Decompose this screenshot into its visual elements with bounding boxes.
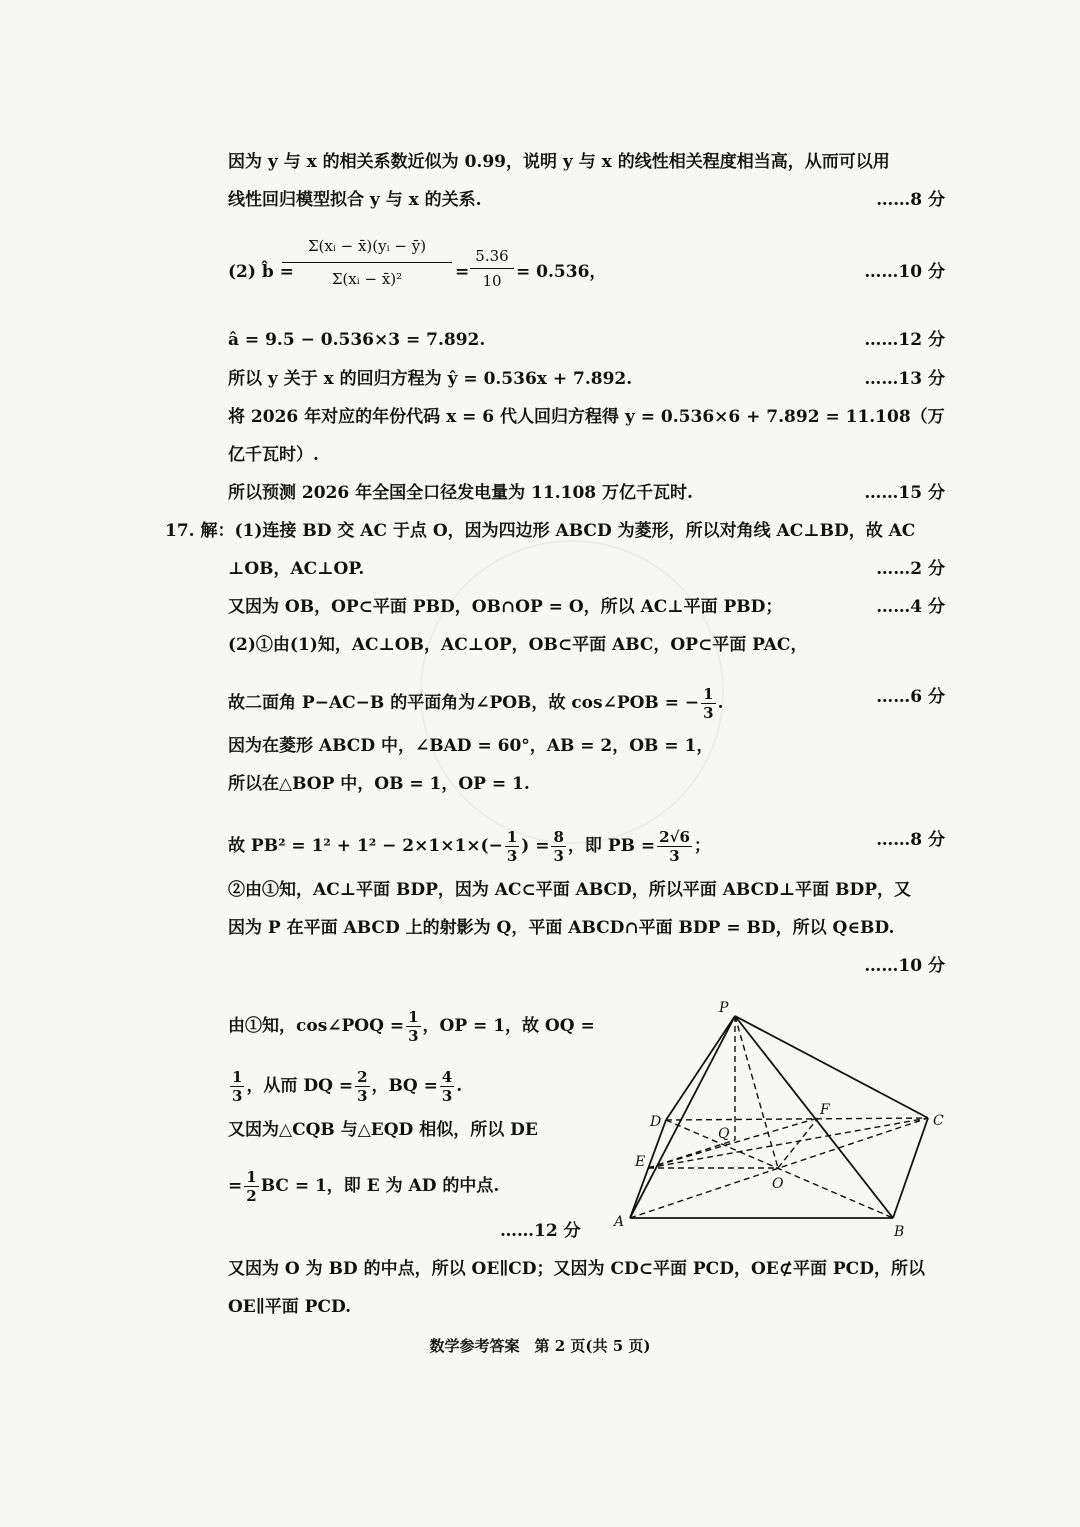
label-p: P	[719, 1000, 729, 1016]
fraction-denominator: 3	[232, 1087, 243, 1105]
text-line-ahat: â = 9.5 − 0.536×3 = 7.892.	[228, 330, 486, 350]
de-equals: =	[228, 1176, 243, 1196]
bq-label: ，BQ =	[371, 1076, 438, 1096]
text-line-final: OE∥平面 PCD.	[228, 1297, 352, 1317]
bhat-result: = 0.536，	[516, 262, 607, 282]
text-line-2: 线性回归模型拟合 y 与 x 的关系.	[228, 190, 482, 210]
pb-fraction-1	[505, 828, 519, 865]
pb-suffix: ；	[693, 836, 711, 856]
fraction-numerator: 1	[506, 828, 518, 846]
score-10-a: ……10 分	[864, 262, 945, 282]
text-line-regression: 所以 y 关于 x 的回归方程为 ŷ = 0.536x + 7.892.	[228, 369, 633, 389]
label-q: Q	[718, 1126, 730, 1142]
label-b: B	[894, 1224, 905, 1240]
dq-fraction	[355, 1068, 369, 1105]
text-line-triangle-bop: 所以在△BOP 中，OB = 1，OP = 1.	[228, 774, 530, 794]
cos-pob-fraction	[701, 685, 715, 722]
label-f: F	[820, 1102, 830, 1118]
text-line-oe-parallel: 又因为 O 为 BD 的中点，所以 OE∥CD；又因为 CD⊂平面 PCD，OE⊄平面 PCD，所以	[228, 1259, 925, 1279]
bhat-main-fraction	[282, 236, 452, 289]
de-fraction	[244, 1168, 258, 1205]
bhat-numerator: Σ(xᵢ − x̄)(yᵢ − ȳ)	[282, 236, 452, 263]
score-10-b: ……10 分	[864, 956, 945, 976]
text-line-plane-perp: ②由①知，AC⊥平面 BDP，因为 AC⊂平面 ABCD，所以平面 ABCD⊥平面 BDP，又	[228, 880, 911, 900]
text-line-part2: (2)①由(1)知，AC⊥OB，AC⊥OP，OB⊂平面 ABC，OP⊂平面 PAC，	[228, 635, 808, 655]
text-line-plane-pbd: 又因为 OB，OP⊂平面 PBD，OB∩OP = O，所以 AC⊥平面 PBD；	[228, 597, 783, 617]
bhat-equals: =	[455, 262, 470, 282]
score-12-b: ……12 分	[500, 1221, 581, 1241]
score-8: ……8 分	[876, 190, 945, 210]
pyramid-figure	[600, 990, 960, 1250]
fraction-numerator: 1	[232, 1068, 243, 1086]
score-15: ……15 分	[864, 483, 945, 503]
text-line-pb	[228, 828, 711, 865]
cos-poq-prefix: 由①知，cos∠POQ =	[228, 1016, 405, 1036]
problem-17-start: 17. 解：(1)连接 BD 交 AC 于点 O，因为四边形 ABCD 为菱形，所以对角线 AC⊥BD，故 AC	[165, 521, 916, 541]
dq-label: ，从而 DQ =	[246, 1076, 354, 1096]
text-line-rhombus: 因为在菱形 ABCD 中，∠BAD = 60°，AB = 2，OB = 1，	[228, 736, 714, 756]
fraction-numerator: 2√6	[659, 828, 690, 846]
cos-poq-suffix: ，OP = 1，故 OQ =	[422, 1016, 595, 1036]
pb-prefix: 故 PB² = 1² + 1² − 2×1×1×(−	[228, 836, 503, 856]
page-footer: 数学参考答案 第 2 页(共 5 页)	[429, 1337, 651, 1355]
bq-fraction	[440, 1068, 454, 1105]
fraction-numerator: 2	[357, 1068, 368, 1086]
pb-mid-2: ，即 PB =	[567, 836, 656, 856]
fraction-numerator: 1	[703, 685, 714, 703]
score-4: ……4 分	[876, 597, 945, 617]
score-2: ……2 分	[876, 559, 945, 579]
bhat-value-fraction	[470, 246, 514, 291]
fraction-denominator: 3	[669, 847, 680, 865]
text-line-1: 因为 y 与 x 的相关系数近似为 0.99，说明 y 与 x 的线性相关程度相当高，从而可以用	[228, 152, 890, 172]
text-line-similar: 又因为△CQB 与△EQD 相似，所以 DE	[228, 1120, 538, 1140]
label-e: E	[635, 1154, 646, 1170]
pb-mid: ) =	[521, 836, 550, 856]
label-d: D	[650, 1114, 662, 1130]
oq-fraction	[230, 1068, 244, 1105]
label-a: A	[614, 1214, 625, 1230]
pb-fraction-3	[657, 828, 692, 865]
fraction-denominator: 3	[703, 704, 714, 722]
label-c: C	[933, 1113, 944, 1129]
fraction-numerator: 1	[408, 1008, 419, 1026]
fraction-denominator: 3	[408, 1027, 419, 1045]
text-line-prediction-cont: 亿千瓦时）.	[228, 445, 319, 465]
fraction-denominator: 3	[441, 1087, 453, 1105]
fraction-denominator: 3	[506, 847, 518, 865]
score-13: ……13 分	[864, 369, 945, 389]
de-suffix: BC = 1，即 E 为 AD 的中点.	[260, 1176, 500, 1196]
bhat-value-denominator: 10	[482, 272, 502, 290]
fraction-denominator: 2	[246, 1187, 257, 1205]
bhat-value-numerator: 5.36	[470, 246, 514, 269]
cos-poq-fraction	[406, 1008, 420, 1045]
dq-bq-suffix: .	[456, 1076, 463, 1096]
fraction-numerator: 4	[441, 1068, 453, 1086]
text-line-projection: 因为 P 在平面 ABCD 上的射影为 Q，平面 ABCD∩平面 BDP = BD，所以 Q∈BD.	[228, 918, 895, 938]
text-line-dq-bq	[228, 1068, 462, 1105]
cos-pob-prefix: 故二面角 P−AC−B 的平面角为∠POB，故 cos∠POB = −	[228, 693, 700, 713]
fraction-numerator: 8	[553, 828, 564, 846]
fraction-denominator: 3	[553, 847, 564, 865]
score-6: ……6 分	[876, 687, 945, 707]
text-line-conclusion: 所以预测 2026 年全国全口径发电量为 11.108 万亿千瓦时.	[228, 483, 693, 503]
score-12-a: ……12 分	[864, 330, 945, 350]
pb-fraction-2	[551, 828, 565, 865]
bhat-prefix: (2) b̂ =	[228, 262, 294, 282]
text-line-perp: ⊥OB，AC⊥OP.	[228, 559, 365, 579]
score-8-b: ……8 分	[876, 830, 945, 850]
text-line-cos-poq	[228, 1008, 595, 1045]
text-line-prediction: 将 2026 年对应的年份代码 x = 6 代人回归方程得 y = 0.536×6 + 7.892 = 11.108（万	[228, 407, 945, 427]
bhat-denominator: Σ(xᵢ − x̄)²	[331, 270, 403, 288]
fraction-numerator: 1	[246, 1168, 257, 1186]
fraction-denominator: 3	[357, 1087, 368, 1105]
text-line-midpoint	[228, 1168, 499, 1205]
cos-pob-suffix: .	[717, 693, 724, 713]
label-o: O	[772, 1176, 784, 1192]
text-line-cos-pob	[228, 685, 723, 722]
